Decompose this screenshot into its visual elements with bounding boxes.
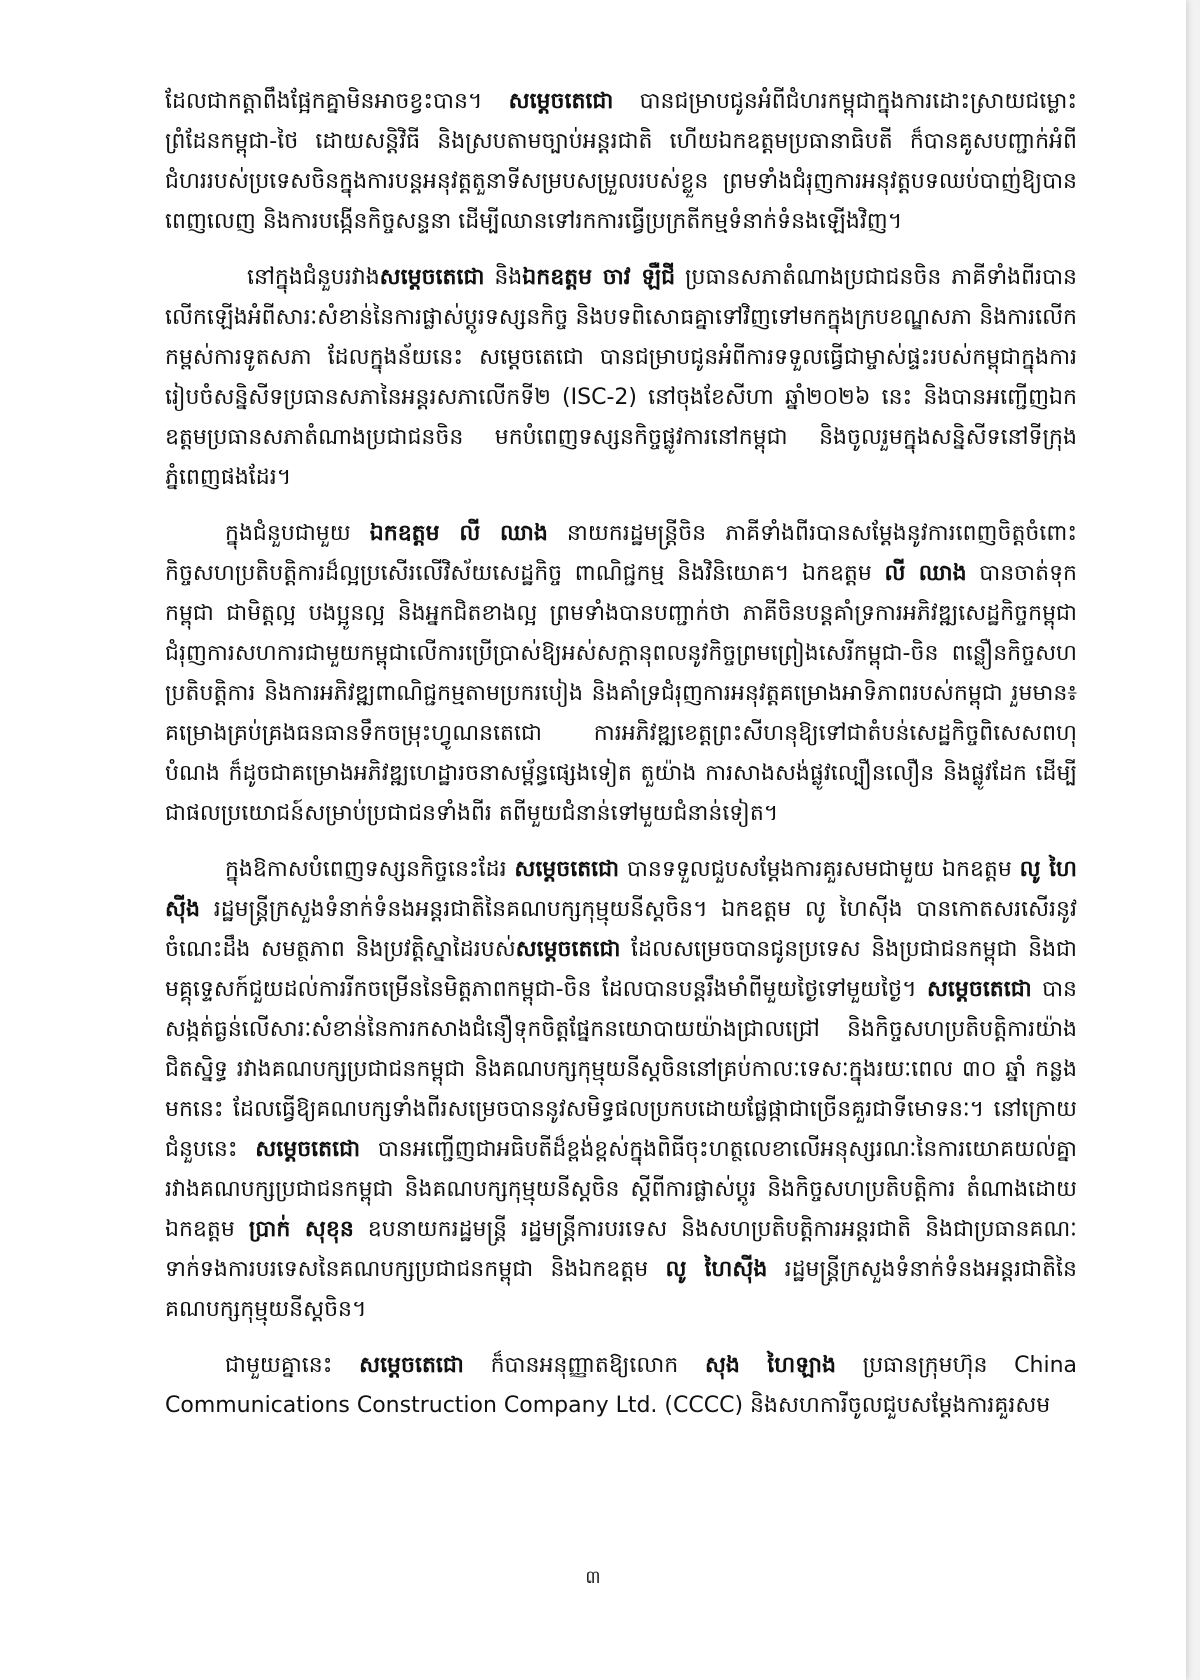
bold-name-text: ឯកឧត្តម ចាវ ឡឺជី <box>522 265 676 290</box>
paragraph-text: បានទទួលជួបសម្តែងការគួរសមជាមួយ ឯកឧត្តម <box>619 857 1020 882</box>
paragraph-text: បានអញ្ជើញជាអធិបតីដ៏ខ្ពង់ខ្ពស់ក្នុងពិធីចុះហត្ថលេខាលើអនុស្សរណៈនៃការយោគយល់គ្នារវាងគណបក្សប្រជាជនកម្ពុជា និងគណបក្សកុម្មុយនីស្តចិន ស្តីពីការផ្លាស់ប្តូរ និងកិច្ចសហប្រតិបត្តិការ តំណាងដោយឯកឧត្តម <box>165 1137 1077 1242</box>
paragraph-text: នៅក្នុងជំនួបរវាង <box>247 265 380 290</box>
bold-name-text: លី ឈាង <box>884 561 967 586</box>
paragraph-text: និង <box>484 265 523 290</box>
paragraph <box>165 514 1077 834</box>
paragraph-text: រដ្ឋមន្ត្រីក្រសួងទំនាក់ទំនងអន្តរជាតិនៃគណបក្សកុម្មុយនីស្តចិន។ ឯកឧត្តម លូ ហៃស៊ីង បានកោតសរសើរនូវចំណេះដឹង សមត្ថភាព និងប្រវត្តិស្នាដៃរបស់ <box>165 897 1077 962</box>
paragraph-text: ដែលជាកត្តាពឹងផ្អែកគ្នាមិនអាចខ្វះបាន។ <box>165 89 509 114</box>
paragraph-text: ជាមួយគ្នានេះ <box>225 1353 360 1378</box>
bold-name-text: ឯកឧត្តម លី ឈាង <box>369 521 548 546</box>
paragraph-text: ប្រធានក្រុមហ៊ុន China Communications Construction Company Ltd. (CCCC) និងសហការីចូលជួបសម្តែងការគួរសម <box>165 1353 1078 1418</box>
bold-name-text: សម្តេចតេជោ <box>255 1137 361 1162</box>
bold-name-text: ប្រាក់ សុខុន <box>248 1217 354 1242</box>
paragraph-text: បានសង្កត់ធ្ងន់លើសារៈសំខាន់នៃការកសាងជំនឿទុកចិត្តផ្នែកនយោបាយយ៉ាងជ្រាលជ្រៅ និងកិច្ចសហប្រតិបត្តិការយ៉ាងជិតស្និទ្ធ រវាងគណបក្សប្រជាជនកម្ពុជា និងគណបក្សកុម្មុយនីស្តចិននៅគ្រប់កាលៈទេសៈក្នុងរយៈពេល ៣០ ឆ្នាំ កន្លងមកនេះ ដែលធ្វើឱ្យគណបក្សទាំងពីរសម្រេចបាននូវសមិទ្ធផលប្រកបដោយផ្លែផ្កាជាច្រើនគួរជាទីមោទនៈ។ នៅក្រោយជំនួបនេះ <box>165 977 1078 1162</box>
paragraph-text: បានចាត់ទុកកម្ពុជា ជាមិត្តល្អ បងប្អូនល្អ និងអ្នកជិតខាងល្អ ព្រមទាំងបានបញ្ជាក់ថា ភាគីចិនបន្តគាំទ្រការអភិវឌ្ឍសេដ្ឋកិច្ចកម្ពុជា ជំរុញការសហការជាមួយកម្ពុជាលើការប្រើប្រាស់ឱ្យអស់សក្តានុពលនូវកិច្ចព្រមព្រៀងសេរីកម្ពុជា-ចិន ពន្លឿនកិច្ចសហប្រតិបត្តិការ និងការអភិវឌ្ឍពាណិជ្ជកម្មតាមប្រករបៀង និងគាំទ្រជំរុញការអនុវត្តគម្រោងអាទិភាពរបស់កម្ពុជា រួមមាន៖ គម្រោងគ្រប់គ្រងធនធានទឹកចម្រុះហ្វូណនតេជោ ការអភិវឌ្ឍខេត្តព្រះសីហនុឱ្យទៅជាតំបន់សេដ្ឋកិច្ចពិសេសពហុបំណង ក៏ដូចជាគម្រោងអភិវឌ្ឍហេដ្ឋារចនាសម្ព័ន្ធផ្សេងទៀត តួយ៉ាង ការសាងសង់ផ្លូវល្បឿនលឿន និងផ្លូវដែក ដើម្បីជាផលប្រយោជន៍សម្រាប់ប្រជាជនទាំងពីរ តពីមួយជំនាន់ទៅមួយជំនាន់ទៀត។ <box>165 561 1077 826</box>
paragraph-text: ឧបនាយករដ្ឋមន្ត្រី រដ្ឋមន្ត្រីការបរទេស និងសហប្រតិបត្តិការអន្តរជាតិ និងជាប្រធានគណៈទាក់ទងការបរទេសនៃគណបក្សប្រជាជនកម្ពុជា និងឯកឧត្តម <box>165 1217 1077 1282</box>
paragraph <box>165 82 1077 242</box>
paragraph-text: បានជម្រាបជូនអំពីជំហរកម្ពុជាក្នុងការដោះស្រាយជម្លោះព្រំដែនកម្ពុជា-ថៃ ដោយសន្តិវិធី និងស្របតាមច្បាប់អន្តរជាតិ ហើយឯកឧត្តមប្រធានាធិបតី ក៏បានគូសបញ្ជាក់អំពីជំហររបស់ប្រទេសចិនក្នុងការបន្តអនុវត្តតួនាទីសម្របសម្រួលរបស់ខ្លួន ព្រមទាំងជំរុញការអនុវត្តបទឈប់បាញ់ឱ្យបានពេញលេញ និងការបង្កើនកិច្ចសន្ទនា ដើម្បីឈានទៅរកការធ្វើប្រក្រតីកម្មទំនាក់ទំនងឡើងវិញ។ <box>165 89 1077 234</box>
bold-name-text: សម្តេចតេជោ <box>508 89 614 114</box>
bold-name-text: សម្តេចតេជោ <box>926 977 1032 1002</box>
page-number: ៣ <box>585 1567 601 1588</box>
bold-name-text: សុង ហៃឡាង <box>704 1353 836 1378</box>
paragraph-text: ប្រធានសភាតំណាងប្រជាជនចិន ភាគីទាំងពីរបានលើកឡើងអំពីសារៈសំខាន់នៃការផ្លាស់ប្តូរទស្សនកិច្ច និងបទពិសោធគ្នាទៅវិញទៅមកក្នុងក្របខណ្ឌសភា និងការលើកកម្ពស់ការទូតសភា ដែលក្នុងន័យនេះ សម្តេចតេជោ បានជម្រាបជូនអំពីការទទួលធ្វើជាម្ចាស់ផ្ទះរបស់កម្ពុជាក្នុងការរៀបចំសន្និសីទប្រធានសភានៃអន្តរសភាលើកទី២ (ISC-2) នៅចុងខែសីហា ឆ្នាំ២០២៦ នេះ និងបានអញ្ជើញឯកឧត្តមប្រធានសភាតំណាងប្រជាជនចិន មកបំពេញទស្សនកិច្ចផ្លូវការនៅកម្ពុជា និងចូលរួមក្នុងសន្និសីទនៅទីក្រុងភ្នំពេញផងដែរ។ <box>165 265 1077 490</box>
bold-name-text: សម្តេចតេជោ <box>379 265 485 290</box>
paragraph-text: ក៏បានអនុញ្ញាតឱ្យលោក <box>463 1353 705 1378</box>
paragraph-text: ក្នុងជំនួបជាមួយ <box>225 521 370 546</box>
bold-name-text: សម្តេចតេជោ <box>514 857 620 882</box>
paragraph-text: រដ្ឋមន្ត្រីក្រសួងទំនាក់ទំនងអន្តរជាតិនៃគណបក្សកុម្មុយនីស្តចិន។ <box>165 1257 1077 1322</box>
document-body <box>165 82 1077 1442</box>
bold-name-text: សម្តេចតេជោ <box>359 1353 464 1378</box>
bold-name-text: លូ ហៃស៊ីង <box>665 1257 768 1282</box>
bold-name-text: លូ ហៃស៊ីង <box>165 857 1078 922</box>
bold-name-text: សម្តេចតេជោ <box>515 937 621 962</box>
paragraph-text: ដែលសម្រេចបានជូនប្រទេស និងប្រជាជនកម្ពុជា និងជាមគ្គុទ្ទេសក៍ជួយដល់ការរីកចម្រើននៃមិត្តភាពកម្ពុជា-ចិន ដែលបានបន្តរឹងមាំពីមួយថ្ងៃទៅមួយថ្ងៃ។ <box>165 937 1077 1002</box>
paragraph-text: ក្នុងឱកាសបំពេញទស្សនកិច្ចនេះដែរ <box>225 857 515 882</box>
paragraph-text: នាយករដ្ឋមន្ត្រីចិន ភាគីទាំងពីរបានសម្តែងនូវការពេញចិត្តចំពោះកិច្ចសហប្រតិបត្តិការដ៏ល្អប្រសើរលើវិស័យសេដ្ឋកិច្ច ពាណិជ្ជកម្ម និងវិនិយោគ។ ឯកឧត្តម <box>165 521 1077 586</box>
paragraph <box>165 1346 1077 1426</box>
paragraph <box>165 850 1077 1330</box>
paragraph <box>165 258 1077 498</box>
